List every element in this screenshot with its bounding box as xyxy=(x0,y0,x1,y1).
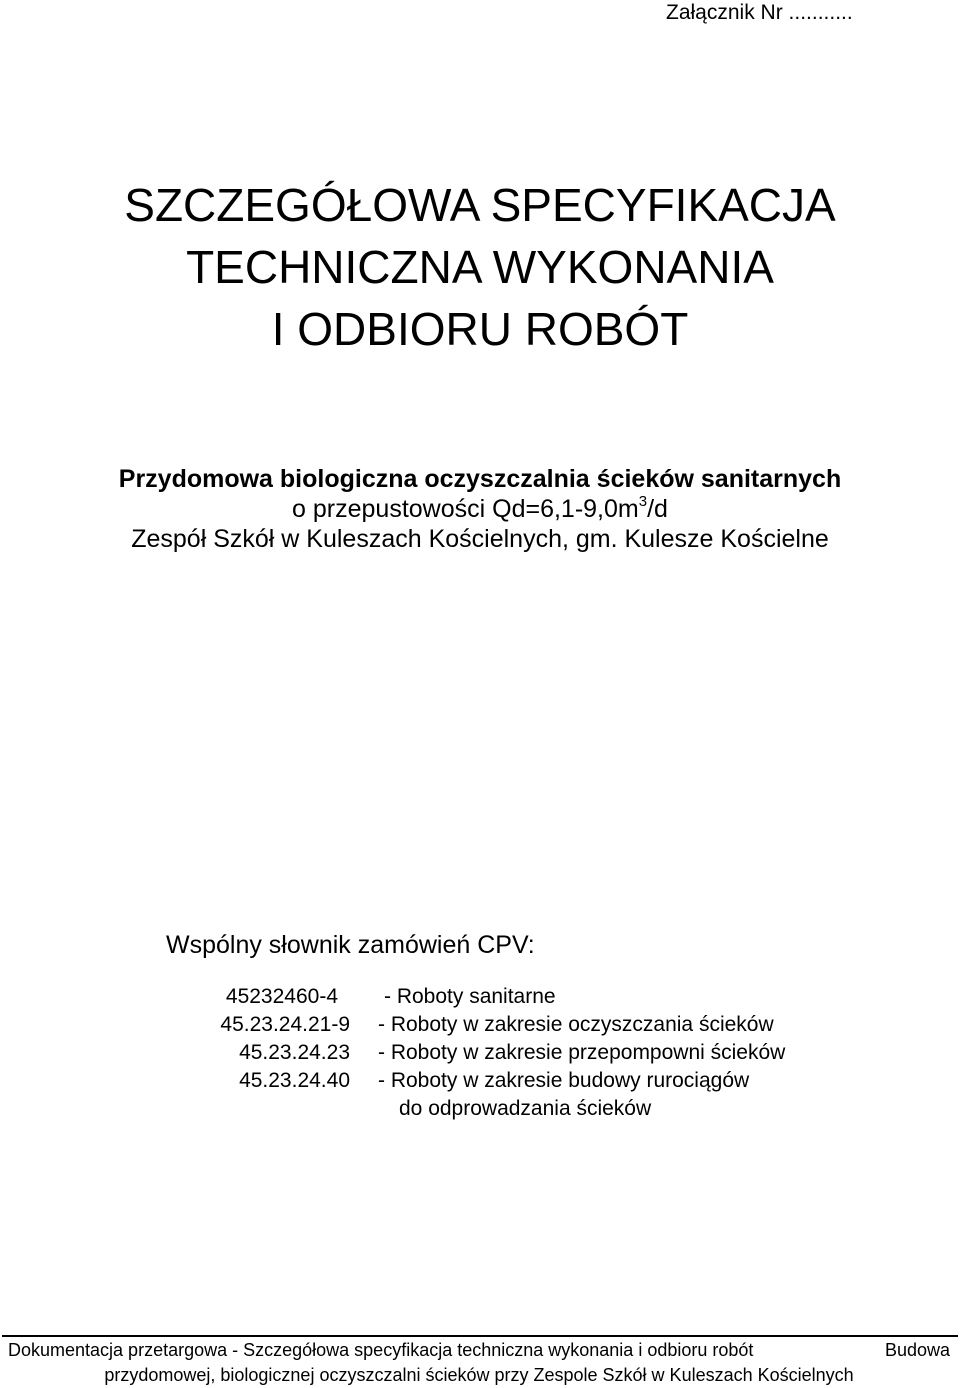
title-line-2: TECHNICZNA WYKONANIA xyxy=(186,241,774,293)
cpv-row-continuation xyxy=(0,1095,960,1123)
cpv-description: - Roboty sanitarne xyxy=(384,985,556,1008)
capacity-unit: /d xyxy=(647,495,668,523)
title-line-3: I ODBIORU ROBÓT xyxy=(271,303,689,355)
cpv-list xyxy=(0,983,960,1123)
footer-divider xyxy=(2,1335,958,1337)
cpv-row xyxy=(0,1067,960,1095)
capacity-text: o przepustowości Qd=6,1-9,0m xyxy=(292,495,639,523)
subtitle-line-3: Zespół Szkół w Kuleszach Kościelnych, gm. Kulesze Kościelne xyxy=(131,525,829,553)
capacity-superscript: 3 xyxy=(638,493,648,510)
page-footer xyxy=(8,1338,950,1388)
cpv-row xyxy=(0,1011,960,1039)
footer-line-1-left: Dokumentacja przetargowa - Szczegółowa specyfikacja techniczna wykonania i odbioru robót xyxy=(8,1340,754,1360)
project-subtitle xyxy=(0,464,960,554)
cpv-code: 45232460-4 xyxy=(225,985,338,1008)
cpv-row xyxy=(0,1039,960,1067)
cpv-code: 45.23.24.21-9 xyxy=(220,1013,350,1036)
cpv-code: 45.23.24.40 xyxy=(239,1069,350,1092)
footer-line-1 xyxy=(8,1338,950,1363)
cpv-code: 45.23.24.23 xyxy=(239,1041,350,1064)
title-line-1: SZCZEGÓŁOWA SPECYFIKACJA xyxy=(124,179,836,231)
cpv-row xyxy=(0,983,960,1011)
subtitle-line-2 xyxy=(0,494,960,524)
footer-line-2: przydomowej, biologicznej oczyszczalni ścieków przy Zespole Szkół w Kuleszach Kościelnych xyxy=(104,1365,854,1385)
footer-line-1-right: Budowa xyxy=(884,1340,950,1360)
cpv-description: - Roboty w zakresie budowy rurociągów xyxy=(378,1069,750,1092)
cpv-description: - Roboty w zakresie przepompowni ścieków xyxy=(378,1041,786,1064)
cpv-description-continuation: do odprowadzania ścieków xyxy=(399,1097,652,1120)
cpv-heading: Wspólny słownik zamówień CPV: xyxy=(166,931,535,959)
subtitle-line-1: Przydomowa biologiczna oczyszczalnia ścieków sanitarnych xyxy=(118,465,842,493)
annex-label: Załącznik Nr ........... xyxy=(666,1,853,24)
cpv-description: - Roboty w zakresie oczyszczania ścieków xyxy=(378,1013,774,1036)
document-title xyxy=(0,174,960,360)
